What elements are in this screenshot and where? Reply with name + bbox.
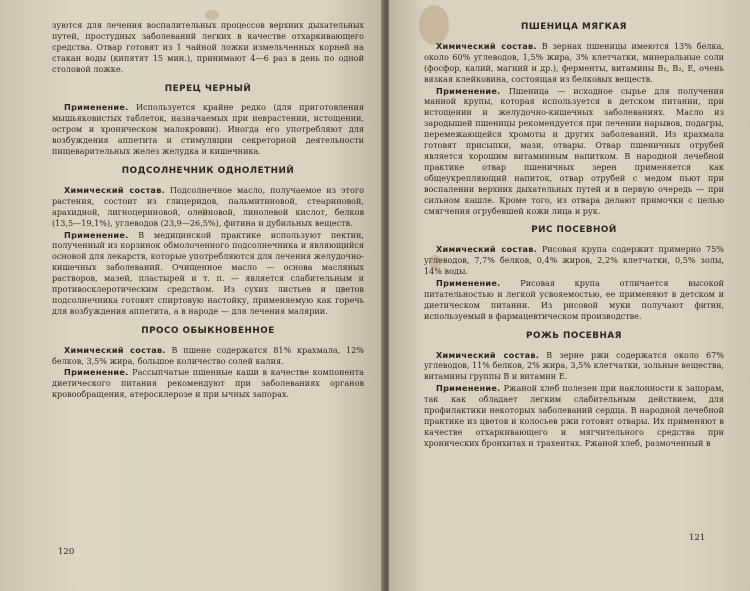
paragraph-label: Применение. — [64, 367, 129, 378]
paragraph-text: В зернах пшеницы имеются 13% белка, около 60% углеводов, 1,5% жира, 3% клетчатки, минеральные соли (фосфор, калий, магний и др.), ферменты, витамины B₁, B₂, E, очень вязкая клейковина, состоящая из белковых веществ. — [424, 40, 724, 84]
left-page-text — [52, 20, 364, 401]
paragraph-text: В медицинской практике используют пектин, полученный из корзинок обмолоченного подсолнечника и являющийся основой для лекарств, которые употребляются для лечения желудочно-кишечных заболеваний. Очищенное масло — основа масляных растворов, мазей, пластырей и т. п. — является слабительным и противосклеротическим средством. Из сухих листьев и цветов подсолнечника готовят спиртовую настойку, применяемую как горечь для возбуждения аппетита, а в народе — для лечения малярии. — [52, 229, 364, 316]
paragraph-label: Химический состав. — [64, 184, 165, 195]
page-number: 120 — [58, 547, 75, 557]
paragraph-text: Подсолнечное масло, получаемое из этого растения, состоит из глицеридов, пальмитиновой, стеариновой, арахидной, лигноцериновой, олеиновой, линолевой кислот, белков (13,5—19,1%), углеводов (23,9—26,5%), фитина и дубильных веществ. — [52, 184, 365, 228]
section-title: ПЕРЕЦ ЧЕРНЫЙ — [164, 83, 252, 94]
paragraph-text: Используется крайне редко (для приготовления мышьяковистых таблеток, назначаемых при неврастении, истощении, остром и хроническом малокровии). Иногда его употребляют для возбуждения аппетита и стимуляции секреторной деятельности пищеварительных желез желудка и кишечника. — [52, 102, 364, 157]
section — [424, 331, 724, 449]
section — [52, 84, 364, 157]
paragraph — [52, 230, 364, 317]
paragraph-text: В пшене содержатся 81% крахмала, 12% белков, 3,5% жира, большое количество солей калия. — [52, 344, 364, 366]
paragraph — [424, 383, 724, 448]
paragraph-text: В зерне ржи содержатся около 67% углеводов, 11% белков, 2% жира, 3,5% клетчатки, зольные вещества, витамины группы B и витамин E. — [424, 349, 724, 382]
paragraph-label: Применение. — [64, 102, 129, 113]
paragraph-label: Химический состав. — [436, 40, 537, 51]
paragraph-text: Рисовая крупа содержит примерно 75% углеводов, 7,7% белков, 0,4% жиров, 2,2% клетчатки, 0,5% золы, 14% воды. — [424, 244, 724, 277]
section — [52, 166, 364, 317]
paragraph — [424, 244, 724, 277]
section — [424, 22, 724, 216]
section — [424, 225, 724, 321]
paragraph — [424, 350, 724, 383]
page-number: 121 — [689, 533, 706, 543]
paragraph-text: Ржаной хлеб полезен при наклонности к запорам, так как обладает легким слабительным действием, для профилактики некоторых заболеваний сердца. В народной лечебной практике из цветов и колосьев ржи готовят отвары. Их применяют в качестве отхаркивающего и мягчительного средства при хронических бронхитах и трахеитах. Ржаной хлеб, размоченный в — [424, 383, 724, 448]
paragraph — [424, 278, 724, 322]
section — [52, 326, 364, 400]
right-page-text — [424, 13, 724, 450]
paragraph-text: Рисовая крупа отличается высокой питательностью и легкой усвояемостью, ее применяют в детском и диетическом питании. Из рисовой муки получают фитин, используемый в фармацевтическом производстве. — [424, 278, 724, 321]
paragraph — [52, 185, 364, 229]
section-title: РИС ПОСЕВНОЙ — [531, 225, 617, 236]
paragraph-label: Химический состав. — [64, 344, 166, 355]
paragraph — [52, 367, 364, 400]
paragraph — [52, 345, 364, 367]
right-page — [389, 0, 750, 591]
section-title: ПШЕНИЦА МЯГКАЯ — [521, 22, 627, 32]
stain — [205, 10, 219, 20]
paragraph-label: Применение. — [436, 278, 501, 289]
paragraph — [424, 86, 724, 217]
paragraph-label: Химический состав. — [436, 349, 540, 360]
paragraph-label: Применение. — [64, 229, 129, 240]
paragraph-text: Рассыпчатые пшенные каши в качестве компонента диетического питания рекомендуют при заболеваниях органов кровообращения, атеросклерозе и при ычных запорах. — [52, 367, 364, 400]
paragraph-label: Применение. — [436, 383, 501, 394]
section-title: ПОДСОЛНЕЧНИК ОДНОЛЕТНИЙ — [121, 165, 295, 176]
paragraph — [52, 102, 364, 157]
section-title: РОЖЬ ПОСЕВНАЯ — [526, 330, 622, 341]
paragraph-label: Применение. — [436, 85, 501, 96]
paragraph-label: Химический состав. — [436, 244, 537, 255]
section-title: ПРОСО ОБЫКНОВЕННОЕ — [141, 325, 275, 336]
paragraph — [424, 41, 724, 85]
intro-paragraph: зуются для лечения воспалительных процессов верхних дыхательных путей, простудных заболеваний легких в качестве отхаркивающего средства. Отвар готовят из 1 чайной ложки измельченных корней на стакан воды (кипятят 15 мин.), принимают 4—6 раз в день по одной столовой ложке. — [52, 20, 364, 74]
paragraph-text: Пшеница — исходное сырье для получения манной крупы, которая используется в детском питании, при истощении и желудочно-кишечных заболеваниях. Масло из зародышей пшеницы рекомендуется при лечении нарывов, подагры, перемежающейся хромоты и других заболеваний. Из крахмала готовят присыпки, мази, отвары. Отвар пшеничных отрубей является хорошим витаминным напитком. В народной лечебной практике отвар пшеничных зерен применяется как общеукрепляющий напиток, отвар отрубей с медом пьют при воспалении верхних дыхательных путей и в первую очередь — при сильном кашле. Кроме того, из отвара делают примочки с целью смягчения огрубевшей кожи лица и рук. — [424, 85, 724, 216]
